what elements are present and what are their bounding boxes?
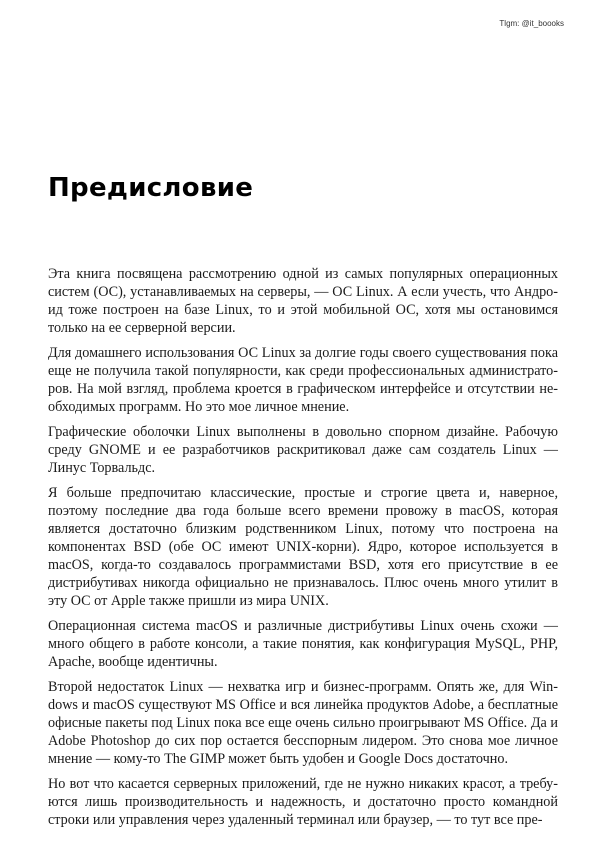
paragraph: Для домашнего использования ОС Linux за долгие годы своего существования пока еще не получила такой популярности, как среди профессиональных администраторов. На мой взгляд, проблема кроется в графическом интерфейсе и отсутствии необходимых программ. Но это мое личное мнение.	[48, 345, 558, 415]
watermark-text: Tlgm: @it_boooks	[499, 19, 564, 28]
paragraph: Эта книга посвящена рассмотрению одной из самых популярных операционных систем (ОС), устанавливаемых на серверы, — ОС Linux. А если учесть, что Андроид тоже построен на базе Linux, то и этой мобильной ОС, хотя мы остановимся только на ее серверной версии.	[48, 266, 558, 336]
body-text	[48, 265, 558, 836]
paragraph: Графические оболочки Linux выполнены в довольно спорном дизайне. Рабочую среду GNOME и ее разработчиков раскритиковал даже сам создатель Linux — Линус Торвальдс.	[48, 424, 558, 476]
paragraph: Второй недостаток Linux — нехватка игр и бизнес-программ. Опять же, для Windows и macOS существуют MS Office и вся линейка продуктов Adobe, а бесплатные офисные пакеты под Linux пока все еще очень сильно проигрывают MS Office. Да и Adobe Photoshop до сих пор остается бесспорным лидером. Это снова мое личное мнение — кому-то The GIMP может быть удобен и Google Docs достаточно.	[48, 679, 558, 767]
paragraph: Операционная система macOS и различные дистрибутивы Linux очень схожи — много общего в работе консоли, а такие понятия, как конфигурация MySQL, PHP, Apache, вообще идентичны.	[48, 618, 558, 670]
page-title: Предисловие	[48, 173, 254, 203]
paragraph: Я больше предпочитаю классические, простые и строгие цвета и, наверное, поэтому последние два года больше всего времени провожу в macOS, которая является достаточно близким родственником Linux, потому что построена на компонентах BSD (обе ОС имеют UNIX-корни). Ядро, которое используется в macOS, когда-то создавалось программистами BSD, хотя его присутствие в ее дистрибутивах никогда официально не признавалось. Плюс очень много утилит в эту ОС от Apple также пришли из мира UNIX.	[48, 485, 558, 609]
paragraph: Но вот что касается серверных приложений, где не нужно никаких красот, а требуются лишь производительность и надежность, и достаточно просто командной строки или управления через удаленный терминал или браузер, — то тут все пре-	[48, 776, 558, 828]
